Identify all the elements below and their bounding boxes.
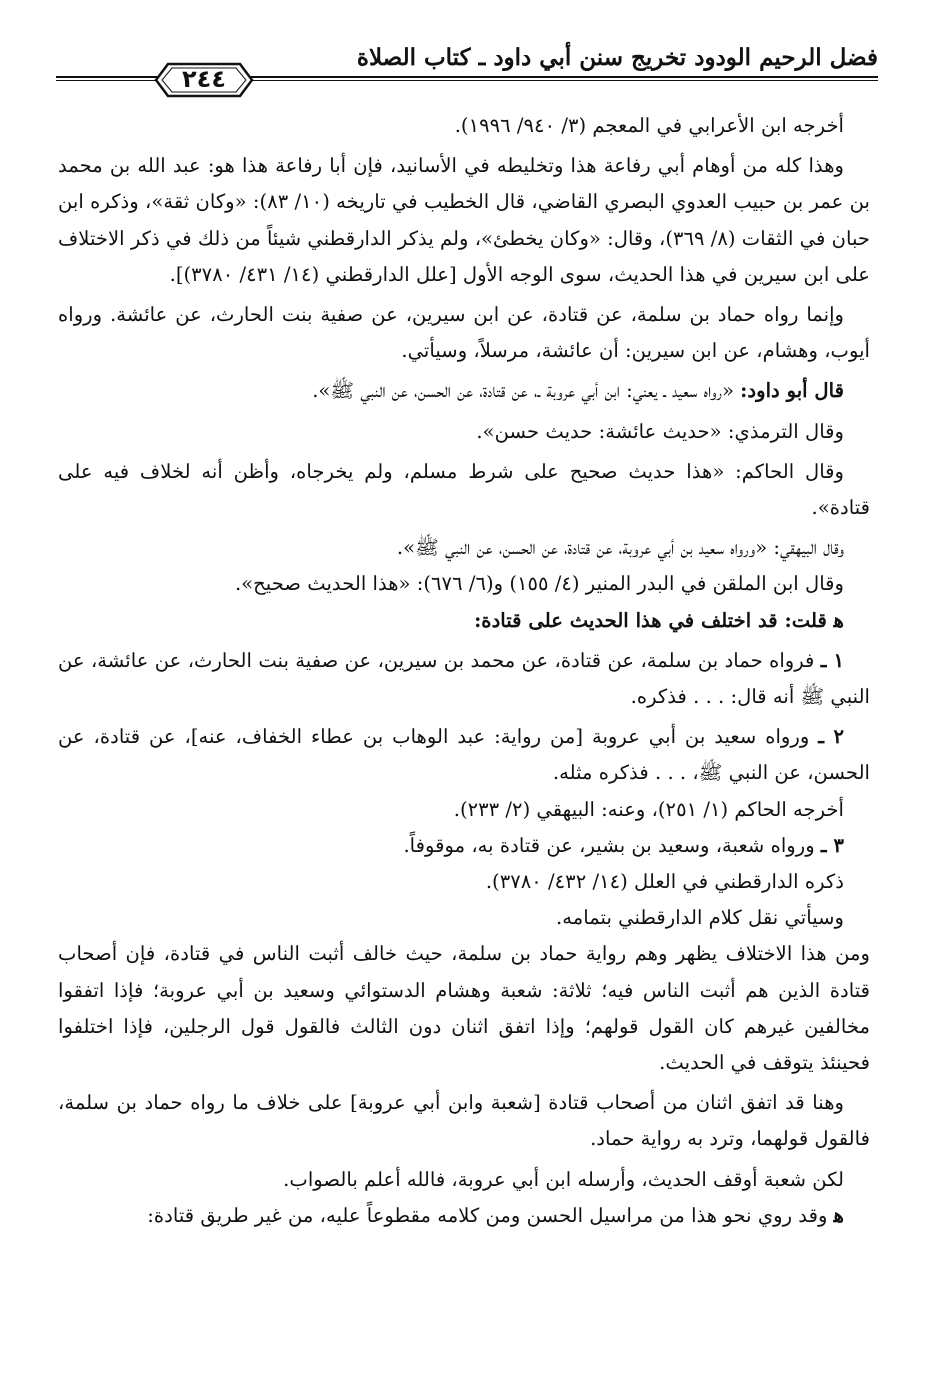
paragraph: ومن هذا الاختلاف يظهر وهم رواية حماد بن سلمة، حيث خالف أثبت الناس في قتادة، فإن أصحاب قتادة الذين هم أثبت الناس فيه؛ ثلاثة: شعبة وهشام الدستوائي وسعيد بن أبي عروبة؛ فإذا اتفقوا مخالفين غيرهم كان القول قولهم؛ وإذا اتفق اثنان دون الثالث فالقول قول الرجلين، فإذا اختلفوا فحينئذ يتوقف في الحديث. bbox=[58, 942, 870, 1075]
note-marker-icon: ﻫ bbox=[833, 1203, 844, 1227]
paragraph: أخرجه الحاكم (١/ ٢٥١)، وعنه: البيهقي (٢/ ٢٣٣). bbox=[453, 797, 844, 821]
paragraph: وسيأتي نقل كلام الدارقطني بتمامه. bbox=[556, 906, 844, 930]
list-item bbox=[58, 643, 870, 715]
note-text: وقد روي نحو هذا من مراسيل الحسن ومن كلامه مقطوعاً عليه، من غير طريق قتادة: bbox=[147, 1203, 828, 1227]
paragraph: وهنا قد اتفق اثنان من أصحاب قتادة [شعبة وابن أبي عروبة] على خلاف ما رواه حماد بن سلمة، فالقول قولهما، وترد به رواية حماد. bbox=[58, 1091, 870, 1151]
list-number: ٢ ـ bbox=[818, 725, 844, 749]
note-marker-icon: ﻫ bbox=[833, 608, 844, 632]
running-title: فضل الرحيم الودود تخريج سنن أبي داود ـ كتاب الصلاة bbox=[356, 44, 878, 71]
list-text: ورواه شعبة، وسعيد بن بشير، عن قتادة به، موقوفاً. bbox=[403, 833, 821, 857]
running-header bbox=[56, 38, 878, 98]
paragraph: وقال البيهقي: «ورواه سعيد بن أبي عروبة، عن قتادة، عن الحسن، عن النبي ﷺ». bbox=[396, 536, 844, 560]
quote-text: «رواه سعيد ـ يعني: ابن أبي عروبة ـ، عن قتادة، عن الحسن، عن النبي ﷺ». bbox=[312, 379, 741, 403]
paragraph: أخرجه ابن الأعرابي في المعجم (٣/ ٩٤٠/ ١٩٩٦). bbox=[454, 114, 844, 137]
paragraph: وإنما رواه حماد بن سلمة، عن قتادة، عن ابن سيرين، عن صفية بنت الحارث، عن عائشة. ورواه أيوب، وهشام، عن ابن سيرين: أن عائشة، مرسلاً، وسيأتي. bbox=[58, 303, 870, 363]
paragraph: وهذا كله من أوهام أبي رفاعة هذا وتخليطه في الأسانيد، فإن أبا رفاعة هذا هو: عبد الله بن محمد بن عمر بن حبيب العدوي البصري القاضي، قال الخطيب في تاريخه (١٠/ ٨٣): «وكان ثقة»، وذكره ابن حبان في الثقات (٨/ ٣٦٩)، وقال: «وكان يخطئ»، ولم يذكر الدارقطني شيئاً من ذلك في ذكر الاختلاف على ابن سيرين في هذا الحديث، سوى الوجه الأول [علل الدارقطني (١٤/ ٤٣١/ ٣٧٨٠)]. bbox=[58, 154, 870, 286]
page-number-badge bbox=[152, 60, 256, 100]
list-item bbox=[58, 828, 870, 864]
paragraph: لكن شعبة أوقف الحديث، وأرسله ابن أبي عروبة، فالله أعلم بالصواب. bbox=[283, 1167, 844, 1191]
page-number: ٢٤٤ bbox=[182, 65, 226, 93]
list-number: ١ ـ bbox=[820, 648, 845, 672]
paragraph bbox=[58, 373, 870, 409]
paragraph: وقال ابن الملقن في البدر المنير (٤/ ١٥٥) و(٦/ ٦٧٦): «هذا الحديث صحيح». bbox=[234, 572, 844, 596]
list-number: ٣ ـ bbox=[820, 833, 844, 857]
paragraph: وقال الترمذي: «حديث عائشة: حديث حسن». bbox=[476, 419, 844, 443]
paragraph bbox=[58, 1198, 870, 1234]
note-text: قلت: قد اختلف في هذا الحديث على قتادة: bbox=[474, 608, 827, 632]
list-item bbox=[58, 719, 870, 791]
page-body bbox=[58, 108, 870, 1348]
paragraph: ذكره الدارقطني في العلل (١٤/ ٤٣٢/ ٣٧٨٠). bbox=[485, 870, 844, 894]
section-note bbox=[58, 603, 870, 639]
paragraph: وقال الحاكم: «هذا حديث صحيح على شرط مسلم، ولم يخرجاه، وأظن أنه لخلاف فيه على قتادة». bbox=[58, 459, 870, 520]
quote-lead: قال أبو داود: bbox=[740, 379, 844, 403]
list-text: فرواه حماد بن سلمة، عن قتادة، عن محمد بن سيرين، عن صفية بنت الحارث، عن عائشة، عن النبي ﷺ أنه قال: . . . فذكره. bbox=[58, 648, 870, 709]
list-text: ورواه سعيد بن أبي عروبة [من رواية: عبد الوهاب بن عطاء الخفاف، عنه]، عن قتادة، عن الحسن، عن النبي ﷺ، . . . فذكره مثله. bbox=[58, 725, 870, 785]
